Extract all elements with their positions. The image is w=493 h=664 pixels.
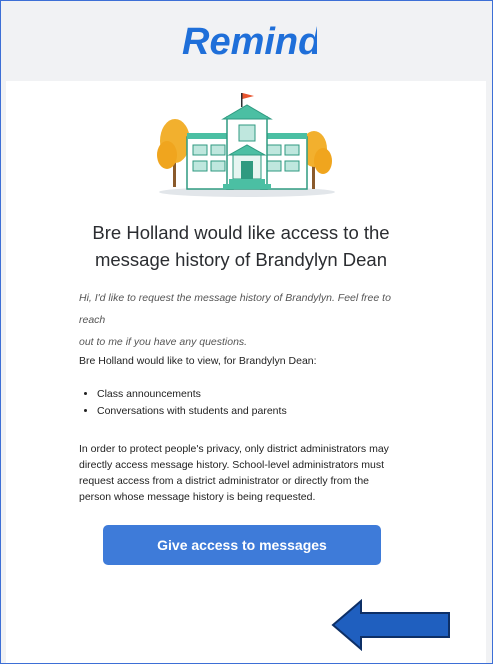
list-item: • Class announcements [97,386,287,403]
school-building-illustration [157,89,337,201]
intro-line: out to me if you have any questions. [79,336,248,348]
privacy-line: directly access message history. School-level administrators must [79,459,384,471]
arrow-left-annotation [331,599,453,651]
view-statement: Bre Holland would like to view, for Brandylyn Dean: [79,355,317,367]
headline-line: Bre Holland would like access to the [92,222,390,243]
email-header [1,1,492,81]
give-access-button[interactable]: Give access to messages [103,525,381,565]
privacy-line: In order to protect people's privacy, only district administrators may [79,443,389,455]
privacy-note [79,441,419,505]
email-headline [31,219,451,273]
remind-logo-wordmark [177,13,317,69]
intro-line: Hi, I'd like to request the message history of Brandylyn. Feel free to reach [79,292,391,326]
privacy-line: request access from a district administrator or directly from the [79,475,370,487]
privacy-line: person whose message history is being requested. [79,491,316,503]
access-items-list [79,386,287,420]
request-message [79,287,419,353]
headline-line: message history of Brandylyn Dean [94,249,388,270]
svg-text:Remind: Remind [182,21,317,63]
list-item: • Conversations with students and parents [97,403,287,420]
remind-logo [177,13,317,69]
